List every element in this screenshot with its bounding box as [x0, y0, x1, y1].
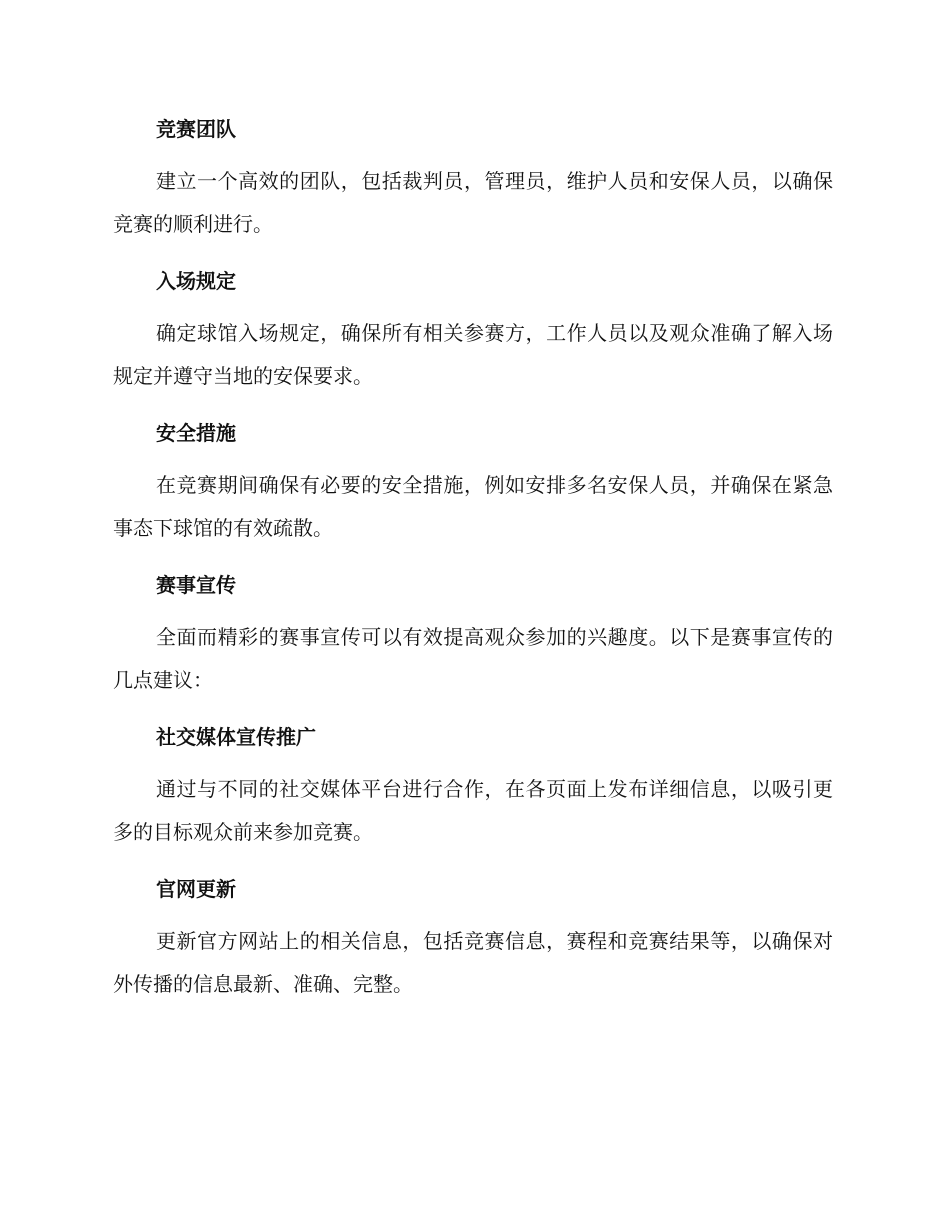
section-paragraph: 全面而精彩的赛事宣传可以有效提高观众参加的兴趣度。以下是赛事宣传的几点建议： — [113, 625, 833, 692]
section-social-media — [113, 719, 833, 854]
section-paragraph: 在竞赛期间确保有必要的安全措施，例如安排多名安保人员，并确保在紧急事态下球馆的有效疏散。 — [113, 473, 833, 540]
section-heading: 社交媒体宣传推广 — [156, 725, 316, 749]
section-paragraph: 更新官方网站上的相关信息，包括竞赛信息，赛程和竞赛结果等，以确保对外传播的信息最新、准确、完整。 — [113, 929, 833, 996]
section-event-promotion — [113, 567, 833, 702]
section-paragraph: 通过与不同的社交媒体平台进行合作，在各页面上发布详细信息，以吸引更多的目标观众前来参加竞赛。 — [113, 777, 833, 844]
section-entry-rules — [113, 263, 833, 398]
section-paragraph: 确定球馆入场规定，确保所有相关参赛方，工作人员以及观众准确了解入场规定并遵守当地的安保要求。 — [113, 321, 833, 388]
section-paragraph: 建立一个高效的团队，包括裁判员，管理员，维护人员和安保人员，以确保竞赛的顺利进行。 — [113, 169, 833, 236]
section-heading: 入场规定 — [156, 269, 236, 293]
section-competition-team — [113, 111, 833, 246]
section-heading: 赛事宣传 — [156, 573, 236, 597]
section-safety-measures — [113, 415, 833, 550]
section-website-update — [113, 871, 833, 1006]
section-heading: 竞赛团队 — [156, 117, 236, 141]
section-heading: 安全措施 — [156, 421, 236, 445]
document-body — [113, 111, 833, 1023]
section-heading: 官网更新 — [156, 877, 236, 901]
